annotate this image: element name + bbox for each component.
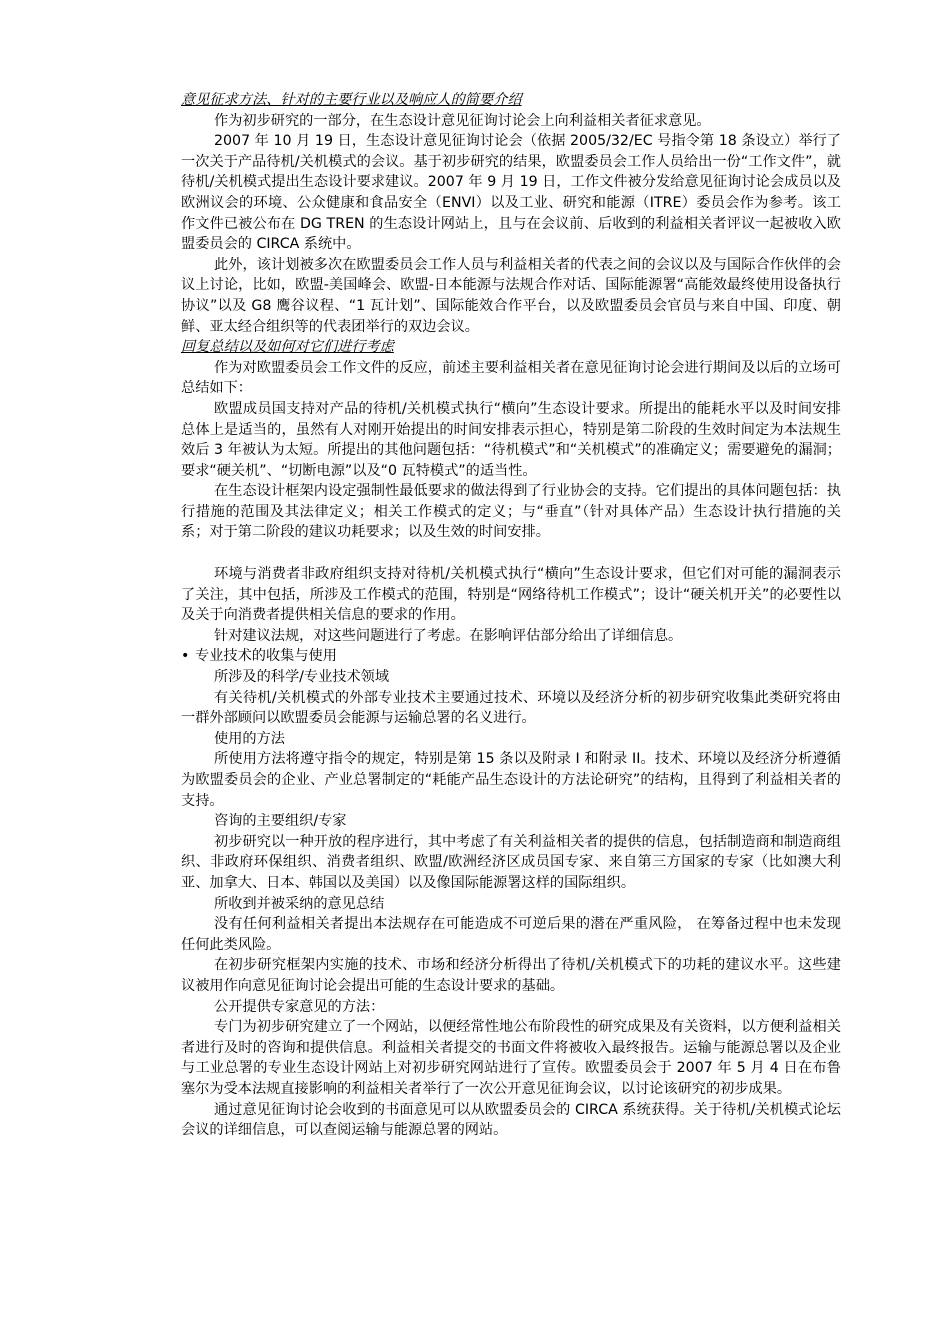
blank-line bbox=[181, 543, 841, 564]
paragraph: 通过意见征询讨论会收到的书面意见可以从欧盟委员会的 CIRCA 系统获得。关于待机/关机模式论坛会议的详细信息，可以查阅运输与能源总署的网站。 bbox=[181, 1101, 841, 1139]
subheading-organizations: 咨询的主要组织/专家 bbox=[214, 813, 347, 830]
bullet-label: 专业技术的收集与使用 bbox=[195, 648, 337, 665]
paragraph: 所使用方法将遵守指令的规定，特别是第 15 条以及附录 I 和附录 II。技术、环境以及经济分析遵循为欧盟委员会的企业、产业总署制定的“耗能产品生态设计的方法论研究”的结构，且得到了利益相关者的支持。 bbox=[181, 751, 841, 809]
paragraph: 没有任何利益相关者提出本法规存在可能造成不可逆后果的潜在严重风险， 在筹备过程中也未发现任何此类风险。 bbox=[181, 916, 841, 953]
paragraph: 在生态设计框架内设定强制性最低要求的做法得到了行业协会的支持。它们提出的具体问题包括：执行措施的范围及其法律定义；相关工作模式的定义；与“垂直”（针对具体产品）生态设计执行措施的关系；对于第二阶段的建议功耗要求；以及生效的时间安排。 bbox=[181, 483, 841, 541]
paragraph: 在初步研究框架内实施的技术、市场和经济分析得出了待机/关机模式下的功耗的建议水平。这些建议被用作向意见征询讨论会提出可能的生态设计要求的基础。 bbox=[181, 957, 841, 994]
paragraph: 此外，该计划被多次在欧盟委员会工作人员与利益相关者的代表之间的会议以及与国际合作伙伴的会议上讨论，比如，欧盟-美国峰会、欧盟-日本能源与法规合作对话、国际能源署“高能效最终使用设备执行协议”以及 G8 鹰谷议程、“1 瓦计划”、国际能效合作平台，以及欧盟委员会官员与来自中国、印度、朝鲜、亚太经合组织等的代表团举行的双边会议。 bbox=[181, 256, 841, 335]
paragraph: 2007 年 10 月 19 日，生态设计意见征询讨论会（依据 2005/32/EC 号指令第 18 条设立）举行了一次关于产品待机/关机模式的会议。基于初步研究的结果，欧盟委员会工作人员给出一份“工作文件”，就待机/关机模式提出生态设计要求建议。2007 年 9 月 19 日，工作文件被分发给意见征询讨论会成员以及欧洲议会的环境、公众健康和食品安全（ENVI）以及工业、研究和能源（ITRE）委员会作为参考。该工作文件已被公布在 DG TREN 的生态设计网站上，且与在会议前、后收到的利益相关者评议一起被收入欧盟委员会的 CIRCA 系统中。 bbox=[181, 133, 841, 253]
subheading-public-expertise: 公开提供专家意见的方法： bbox=[214, 998, 385, 1015]
paragraph: 欧盟成员国支持对产品的待机/关机模式执行“横向”生态设计要求。所提出的能耗水平以及时间安排总体上是适当的，虽然有人对刚开始提出的时间安排表示担心，特别是第二阶段的生效时间定为本法规生效后 3 年被认为太短。所提出的其他问题包括：“待机模式”和“关机模式”的准确定义；需要避免的漏洞；要求“硬关机”、“切断电源”以及“0 瓦特模式”的适当性。 bbox=[181, 400, 841, 479]
paragraph: 针对建议法规，对这些问题进行了考虑。在影响评估部分给出了详细信息。 bbox=[214, 627, 683, 644]
paragraph: 作为初步研究的一部分，在生态设计意见征询讨论会上向利益相关者征求意见。 bbox=[214, 112, 711, 129]
section-heading-consultation-method: 意见征求方法、针对的主要行业以及响应人的简要介绍 bbox=[181, 92, 522, 108]
subheading-opinions-summary: 所收到并被采纳的意见总结 bbox=[214, 895, 385, 912]
section-heading-response-summary: 回复总结以及如何对它们进行考虑 bbox=[181, 339, 394, 356]
subheading-methods: 使用的方法 bbox=[214, 730, 285, 747]
bullet-item-expertise bbox=[181, 646, 841, 667]
paragraph: 有关待机/关机模式的外部专业技术主要通过技术、环境以及经济分析的初步研究收集此类研究将由一群外部顾问以欧盟委员会能源与运输总署的名义进行。 bbox=[181, 689, 841, 727]
bullet-icon: • bbox=[181, 648, 190, 665]
paragraph: 环境与消费者非政府组织支持对待机/关机模式执行“横向”生态设计要求，但它们对可能的漏洞表示了关注，其中包括，所涉及工作模式的范围，特别是“网络待机工作模式”；设计“硬关机开关”的必要性以及关于向消费者提供相关信息的要求的作用。 bbox=[181, 566, 841, 624]
paragraph: 作为对欧盟委员会工作文件的反应，前述主要利益相关者在意见征询讨论会进行期间及以后的立场可总结如下： bbox=[181, 359, 841, 397]
paragraph: 专门为初步研究建立了一个网站，以便经常性地公布阶段性的研究成果及有关资料，以方便利益相关者进行及时的咨询和提供信息。利益相关者提交的书面文件将被收入最终报告。运输与能源总署以及企业与工业总署的专业生态设计网站上对初步研究网站进行了宣传。欧盟委员会于 2007 年 5 月 4 日在布鲁塞尔为受本法规直接影响的利益相关者举行了一次公开意见征询会议，以讨论该研究的初步成果。 bbox=[181, 1019, 841, 1097]
subheading-science-fields: 所涉及的科学/专业技术领域 bbox=[214, 669, 390, 686]
document-body bbox=[181, 90, 841, 1141]
paragraph: 初步研究以一种开放的程序进行，其中考虑了有关利益相关者的提供的信息，包括制造商和制造商组织、非政府环保组织、消费者组织、欧盟/欧洲经济区成员国专家、来自第三方国家的专家（比如澳大利亚、加拿大、日本、韩国以及美国）以及像国际能源署这样的国际组织。 bbox=[181, 833, 841, 891]
